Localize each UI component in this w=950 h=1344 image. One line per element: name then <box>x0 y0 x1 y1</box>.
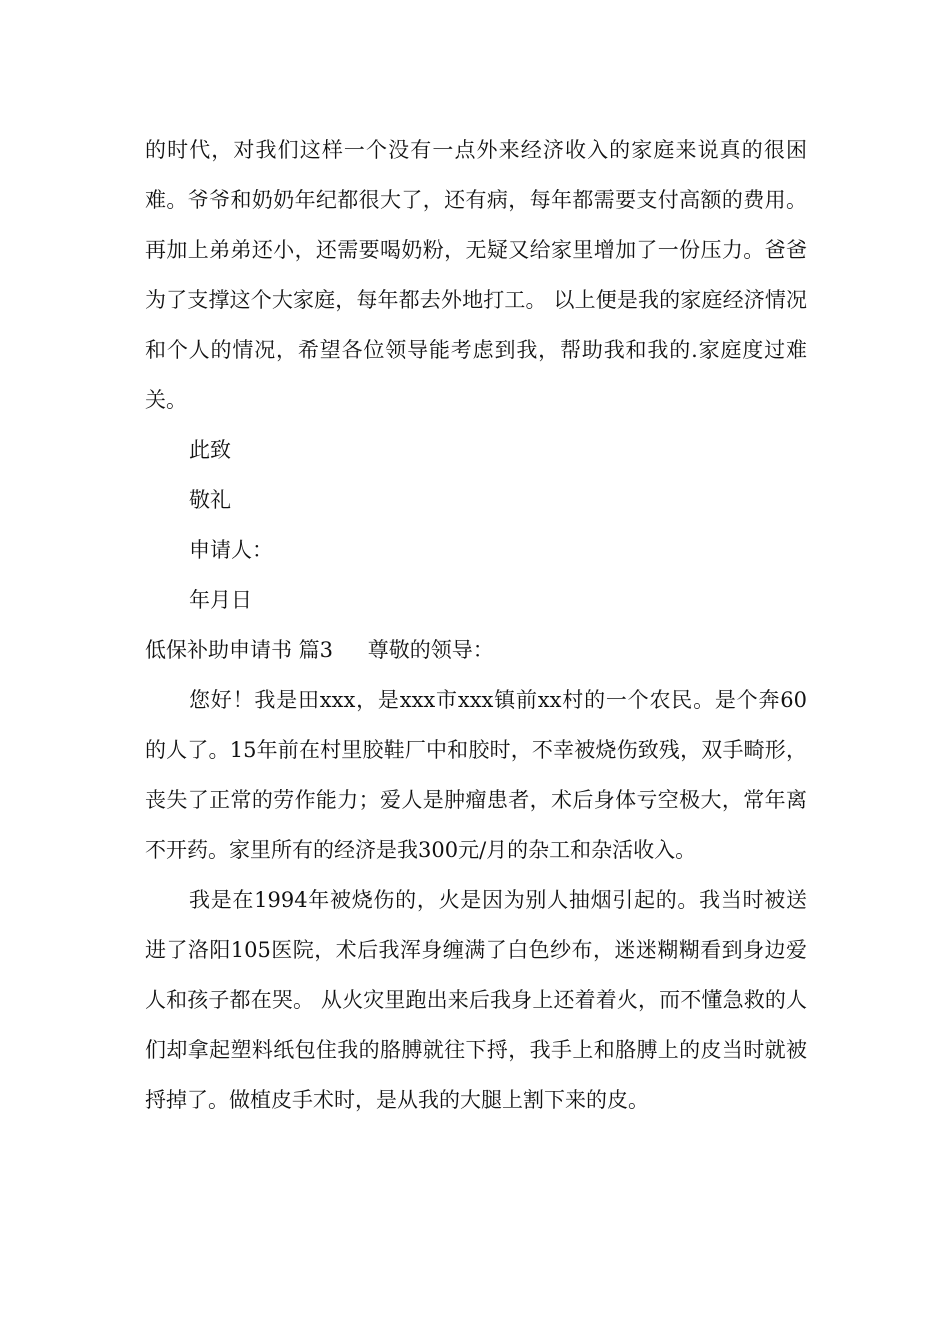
closing-salutation-1: 此致 <box>189 438 231 462</box>
paragraph-introduction: 您好！我是田xxx，是xxx市xxx镇前xx村的一个农民。是个奔60的人了。15年前在村里胶鞋厂中和胶时，不幸被烧伤致残，双手畸形，丧失了正常的劳作能力；爱人是肿瘤患者，术后身体亏空极大，常年离不开药。家里所有的经济是我300元/月的杂工和杂活收入。 <box>145 688 807 862</box>
salutation: 尊敬的领导： <box>367 638 494 662</box>
paragraph-burn-incident: 我是在1994年被烧伤的，火是因为别人抽烟引起的。我当时被送进了洛阳105医院，术后我浑身缠满了白色纱布，迷迷糊糊看到身边爱人和孩子都在哭。 从火灾里跑出来后我身上还着着火，而不懂急救的人们却拿起塑料纸包住我的胳膊就往下捋，我手上和胳膊上的皮当时就被捋掉了。做植皮手术时，是从我的大腿上割下来的皮。 <box>145 888 807 1112</box>
section-heading-line <box>145 625 807 675</box>
paragraph-family-situation: 的时代，对我们这样一个没有一点外来经济收入的家庭来说真的很困难。爷爷和奶奶年纪都很大了，还有病，每年都需要支付高额的费用。再加上弟弟还小，还需要喝奶粉，无疑又给家里增加了一份压力。爸爸为了支撑这个大家庭，每年都去外地打工。 以上便是我的家庭经济情况和个人的情况，希望各位领导能考虑到我，帮助我和我的.家庭度过难关。 <box>145 138 807 412</box>
date-label: 年月日 <box>189 588 252 612</box>
section-title: 低保补助申请书 篇3 <box>145 638 334 662</box>
applicant-label: 申请人： <box>189 538 273 562</box>
document-body <box>145 125 807 1125</box>
closing-salutation-2: 敬礼 <box>189 488 231 512</box>
